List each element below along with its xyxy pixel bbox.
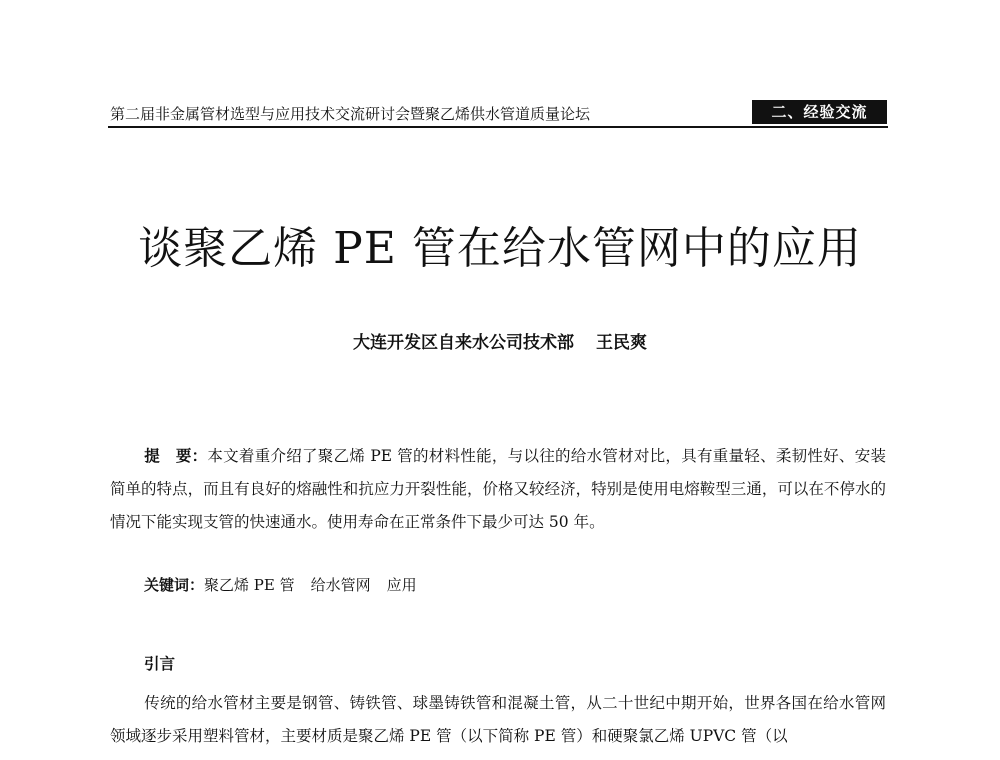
byline: [0, 328, 1000, 353]
author-name: 王民爽: [596, 333, 647, 353]
conference-header: 第二届非金属管材选型与应用技术交流研讨会暨聚乙烯供水管道质量论坛: [110, 105, 591, 123]
keyword: 应用: [386, 576, 417, 594]
keyword: 聚乙烯 PE 管: [204, 576, 295, 594]
intro-paragraph: [110, 687, 886, 753]
section-badge: 二、经验交流: [752, 100, 887, 124]
article-title: 谈聚乙烯 PE 管在给水管网中的应用: [138, 223, 862, 274]
abstract-text: 本文着重介绍了聚乙烯 PE 管的材料性能，与以往的给水管材对比，具有重量轻、柔韧性好、安装简单的特点，而且有良好的熔融性和抗应力开裂性能，价格又较经济，特别是使用电熔鞍型三通，可以在不停水的情况下能实现支管的快速通水。使用寿命在正常条件下最少可达 50 年。: [110, 447, 886, 531]
section-heading-intro: 引言: [144, 655, 176, 673]
intro-text: 传统的给水管材主要是钢管、铸铁管、球墨铸铁管和混凝土管，从二十世纪中期开始，世界各国在给水管网领域逐步采用塑料管材，主要材质是聚乙烯 PE 管（以下简称 PE 管）和硬聚氯乙烯 UPVC 管（以: [110, 694, 886, 745]
keywords-label: 关键词：: [144, 576, 205, 594]
abstract: [110, 440, 886, 539]
affiliation: 大连开发区自来水公司技术部: [353, 333, 574, 353]
keywords: [144, 574, 433, 595]
keyword: 给水管网: [310, 576, 371, 594]
abstract-label: 提 要：: [144, 447, 208, 465]
header-rule: [108, 126, 888, 128]
